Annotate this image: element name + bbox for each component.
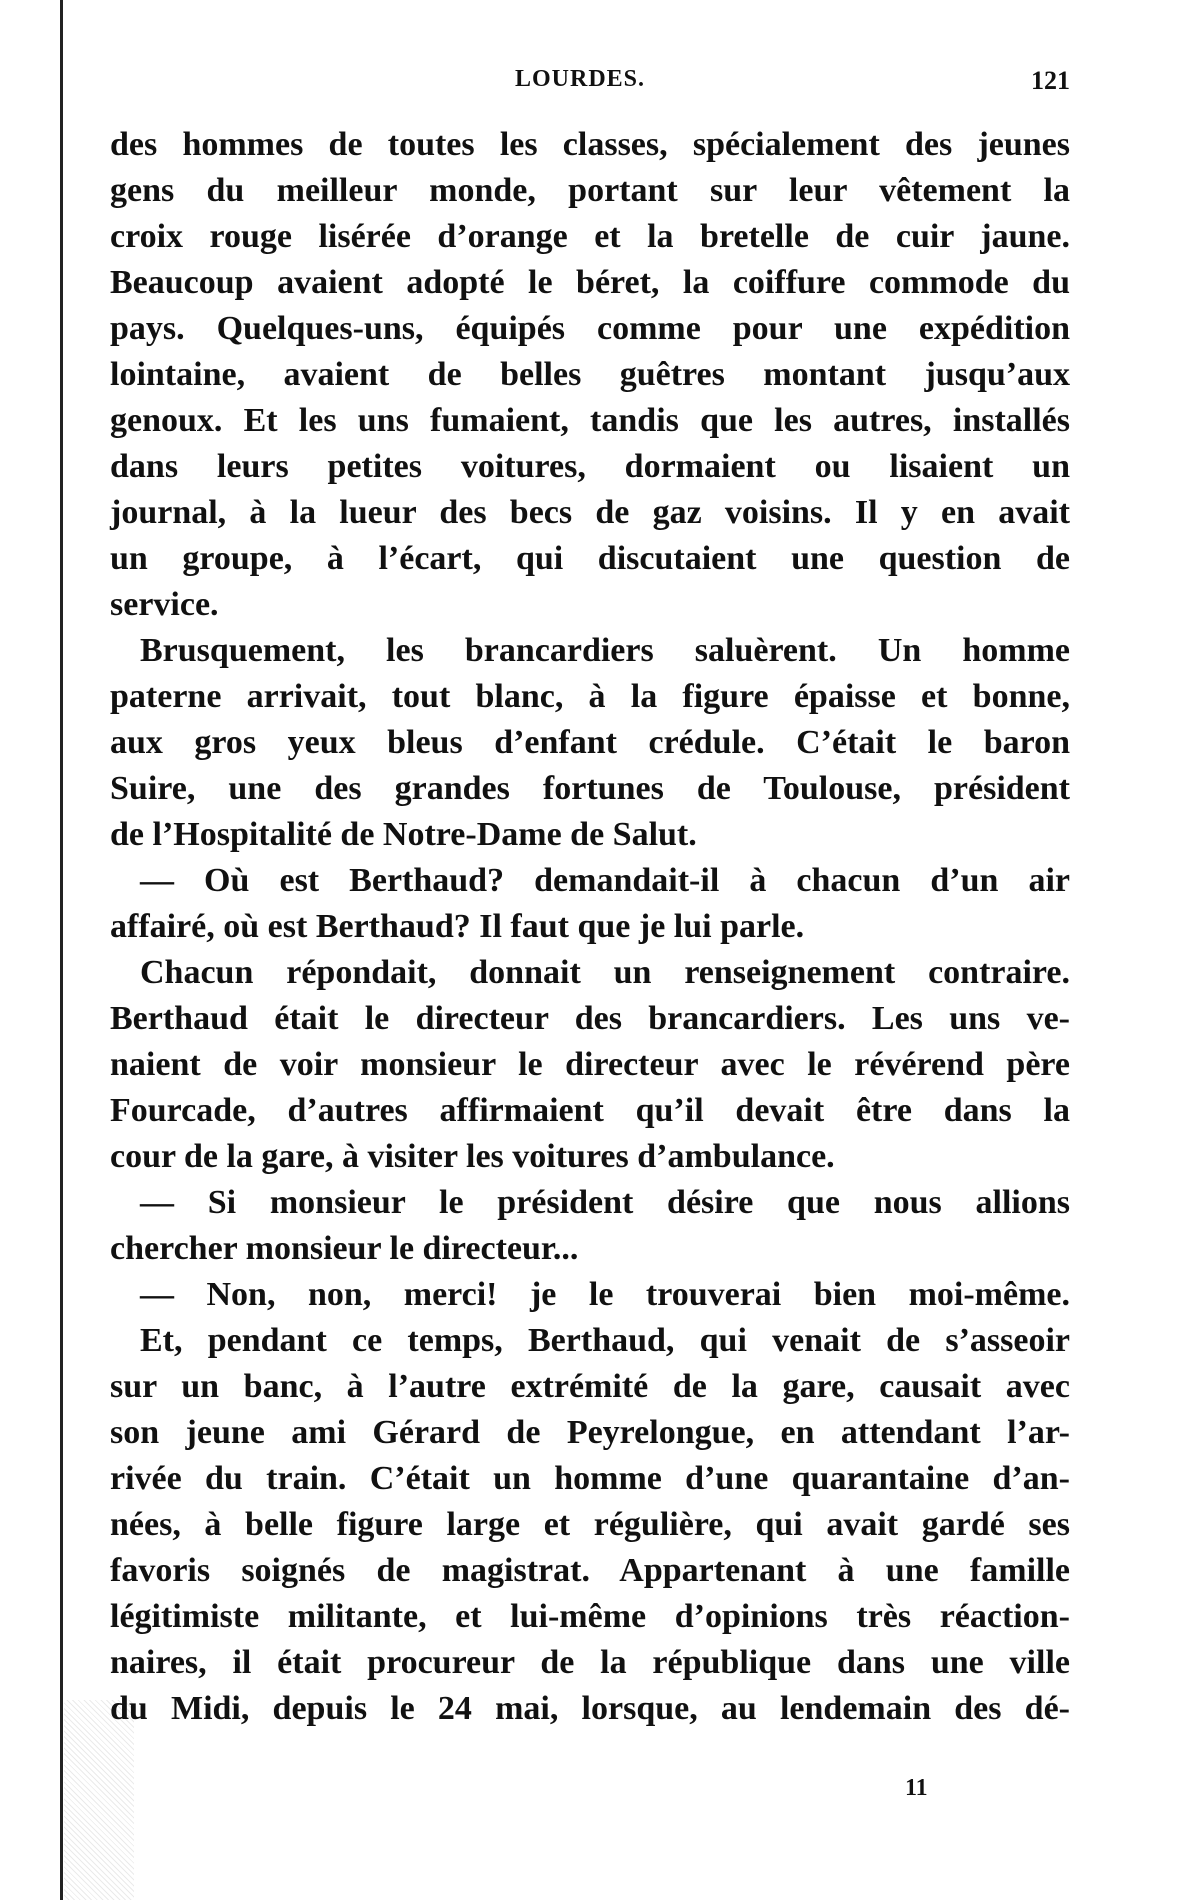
- text-line: service.: [110, 586, 219, 623]
- text-line: nées, à belle figure large et régulière, qui avait gardé ses: [110, 1506, 1070, 1543]
- text-line: rivée du train. C’était un homme d’une quarantaine d’an-: [110, 1460, 1070, 1497]
- text-line: des hommes de toutes les classes, spécialement des jeunes: [110, 126, 1070, 163]
- text-line: Berthaud était le directeur des brancardiers. Les uns ve-: [110, 1000, 1070, 1037]
- text-line: du Midi, depuis le 24 mai, lorsque, au lendemain des dé-: [110, 1690, 1070, 1727]
- signature-mark: 11: [905, 1775, 928, 1801]
- text-line: Suire, une des grandes fortunes de Toulouse, président: [110, 770, 1070, 807]
- text-line: genoux. Et les uns fumaient, tandis que les autres, installés: [110, 402, 1070, 439]
- text-line: aux gros yeux bleus d’enfant crédule. C’était le baron: [110, 724, 1070, 761]
- text-line: naires, il était procureur de la république dans une ville: [110, 1644, 1070, 1681]
- text-line: Beaucoup avaient adopté le béret, la coiffure commode du: [110, 264, 1070, 301]
- text-line: lointaine, avaient de belles guêtres montant jusqu’aux: [110, 356, 1070, 393]
- text-line: légitimiste militante, et lui-même d’opinions très réaction-: [110, 1598, 1070, 1635]
- text-line: de l’Hospitalité de Notre-Dame de Salut.: [110, 816, 697, 853]
- text-line: — Où est Berthaud? demandait-il à chacun d’un air: [140, 862, 1070, 899]
- text-line: croix rouge lisérée d’orange et la bretelle de cuir jaune.: [110, 218, 1070, 255]
- text-line: naient de voir monsieur le directeur avec le révérend père: [110, 1046, 1070, 1083]
- page-number: 121: [1031, 66, 1070, 95]
- page-body-text: [110, 122, 1070, 1732]
- text-line: Et, pendant ce temps, Berthaud, qui venait de s’asseoir: [140, 1322, 1070, 1359]
- text-line: dans leurs petites voitures, dormaient ou lisaient un: [110, 448, 1070, 485]
- page-binding-edge: [60, 0, 63, 1900]
- text-line: Fourcade, d’autres affirmaient qu’il devait être dans la: [110, 1092, 1070, 1129]
- text-line: gens du meilleur monde, portant sur leur vêtement la: [110, 172, 1070, 209]
- text-line: — Si monsieur le président désire que nous allions: [140, 1184, 1070, 1221]
- text-line: son jeune ami Gérard de Peyrelongue, en attendant l’ar-: [110, 1414, 1070, 1451]
- running-header: [110, 66, 1070, 106]
- text-line: un groupe, à l’écart, qui discutaient une question de: [110, 540, 1070, 577]
- text-line: chercher monsieur le directeur...: [110, 1230, 579, 1267]
- text-line: favoris soignés de magistrat. Appartenant à une famille: [110, 1552, 1070, 1589]
- text-line: cour de la gare, à visiter les voitures d’ambulance.: [110, 1138, 835, 1175]
- text-line: affairé, où est Berthaud? Il faut que je lui parle.: [110, 908, 805, 945]
- text-line: sur un banc, à l’autre extrémité de la gare, causait avec: [110, 1368, 1070, 1405]
- running-title: LOURDES.: [515, 66, 646, 92]
- text-line: Chacun répondait, donnait un renseignement contraire.: [140, 954, 1070, 991]
- text-line: Brusquement, les brancardiers saluèrent. Un homme: [140, 632, 1070, 669]
- text-line: journal, à la lueur des becs de gaz voisins. Il y en avait: [110, 494, 1070, 531]
- text-line: paterne arrivait, tout blanc, à la figure épaisse et bonne,: [110, 678, 1070, 715]
- text-line: — Non, non, merci! je le trouverai bien moi-même.: [140, 1276, 1070, 1313]
- text-line: pays. Quelques-uns, équipés comme pour une expédition: [110, 310, 1070, 347]
